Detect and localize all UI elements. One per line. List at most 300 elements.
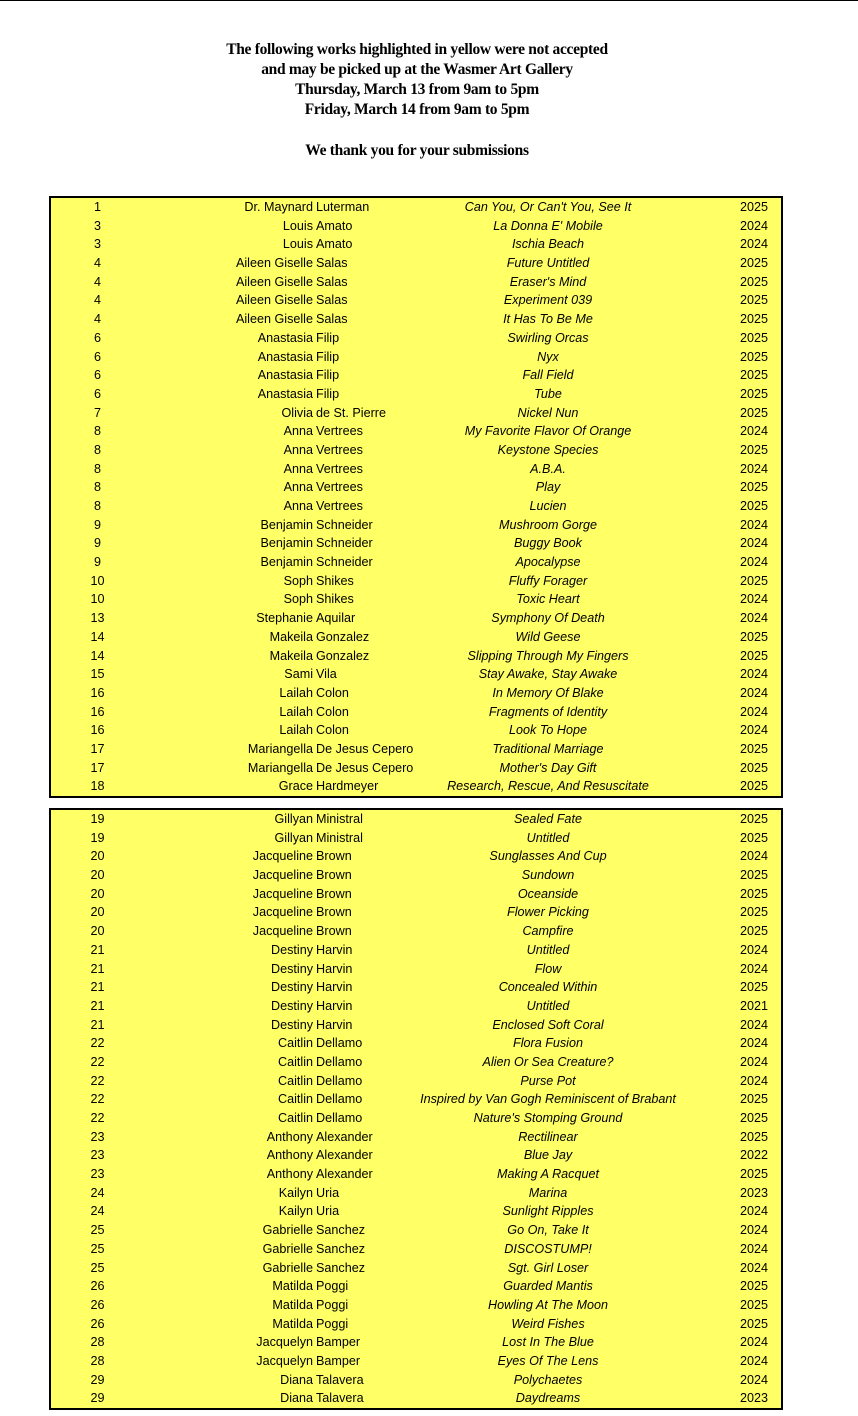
last-name: Poggi [316, 1316, 349, 1331]
table-row [51, 534, 781, 553]
artwork-year: 2024 [739, 1017, 769, 1032]
entry-number: 14 [90, 629, 105, 644]
artwork-title: Nickel Nun [517, 405, 579, 420]
last-name: Aquilar [316, 611, 356, 626]
first-name: Aileen Giselle [235, 256, 313, 271]
artwork-year: 2023 [739, 1185, 769, 1200]
first-name: Anastasia [257, 386, 313, 401]
first-name: Anastasia [257, 368, 313, 383]
artwork-title: DISCOSTUMP! [504, 1241, 592, 1256]
first-name: Anna [283, 499, 313, 513]
last-name: Dellamo [316, 1092, 363, 1107]
artwork-title: Slipping Through My Fingers [467, 648, 629, 663]
entry-number: 17 [90, 741, 105, 756]
table-row [51, 497, 781, 516]
table-row [51, 997, 781, 1016]
artwork-year: 2025 [739, 480, 769, 495]
artwork-year: 2024 [739, 1335, 769, 1350]
last-name: Vertrees [316, 480, 363, 495]
artwork-year: 2025 [739, 1111, 769, 1125]
first-name: Caitlin [278, 1073, 313, 1088]
artwork-title: Experiment 039 [503, 293, 593, 308]
artwork-year: 2025 [739, 1316, 769, 1331]
table-row [51, 1315, 781, 1334]
entry-number: 21 [90, 1017, 105, 1032]
artwork-title: Flora Fusion [513, 1036, 583, 1051]
entry-number: 6 [93, 349, 101, 364]
artwork-year: 2024 [739, 942, 769, 957]
table-row [51, 777, 781, 796]
artwork-year: 2022 [739, 1148, 769, 1163]
first-name: Anna [283, 480, 313, 495]
artwork-year: 2021 [739, 998, 769, 1013]
last-name: Sanchez [316, 1241, 366, 1256]
first-name: Mariangella [247, 741, 313, 756]
table-row [51, 647, 781, 666]
first-name: Anthony [266, 1129, 313, 1144]
artwork-year: 2025 [739, 648, 769, 663]
last-name: Colon [316, 723, 349, 738]
last-name: Shikes [316, 592, 354, 607]
artwork-title: Polychaetes [513, 1372, 583, 1387]
last-name: Harvin [316, 998, 353, 1013]
artwork-year: 2024 [739, 1223, 769, 1238]
entry-number: 22 [90, 1092, 105, 1107]
artwork-year: 2025 [739, 812, 769, 826]
last-name: Brown [316, 868, 352, 883]
table-row [51, 740, 781, 759]
artwork-year: 2025 [739, 256, 769, 271]
artwork-year: 2025 [739, 924, 769, 939]
last-name: Colon [316, 704, 349, 719]
first-name: Aileen Giselle [235, 293, 313, 308]
first-name: Aileen Giselle [235, 312, 313, 327]
artwork-title: Go On, Take It [507, 1223, 589, 1238]
first-name: Makeila [269, 629, 313, 644]
thanks-line: We thank you for your submissions [305, 142, 529, 159]
entry-number: 8 [93, 499, 101, 513]
last-name: Poggi [316, 1279, 349, 1294]
artwork-year: 2025 [739, 830, 769, 845]
last-name: Salas [316, 274, 348, 289]
first-name: Gabrielle [262, 1241, 313, 1256]
last-name: Vertrees [316, 499, 363, 513]
artwork-title: In Memory Of Blake [492, 685, 604, 700]
artwork-title: Enclosed Soft Coral [492, 1017, 604, 1032]
first-name: Benjamin [260, 555, 313, 570]
artwork-title: Untitled [526, 830, 570, 845]
top-rule [0, 0, 858, 1]
entry-number: 15 [90, 667, 105, 682]
artwork-title: Sealed Fate [514, 812, 582, 826]
entry-number: 21 [90, 980, 105, 995]
table-row [51, 404, 781, 423]
artwork-title: Sunlight Ripples [502, 1204, 594, 1219]
first-name: Anna [283, 461, 313, 476]
artwork-year: 2024 [739, 723, 769, 738]
last-name: Talavera [316, 1372, 364, 1387]
table-row [51, 1202, 781, 1221]
first-name: Gillyan [274, 830, 313, 845]
artwork-title: Fluffy Forager [508, 573, 588, 588]
table-row [51, 516, 781, 535]
last-name: Filip [316, 368, 340, 383]
entry-number: 10 [90, 592, 105, 607]
artwork-year: 2025 [739, 905, 769, 920]
artwork-year: 2025 [739, 349, 769, 364]
table-row [51, 1240, 781, 1259]
table-row [51, 922, 781, 941]
first-name: Jacqueline [252, 924, 313, 939]
artwork-title: Symphony Of Death [491, 611, 605, 626]
first-name: Destiny [271, 1017, 313, 1032]
last-name: Brown [316, 905, 352, 920]
first-name: Kailyn [278, 1185, 313, 1200]
entry-number: 4 [93, 293, 101, 308]
first-name: Lailah [279, 685, 313, 700]
artwork-year: 2025 [739, 1092, 769, 1107]
table-row [51, 1128, 781, 1147]
table-row [51, 478, 781, 497]
last-name: Alexander [316, 1129, 373, 1144]
works-table-2 [49, 808, 783, 1410]
artwork-year: 2024 [739, 1054, 769, 1069]
first-name: Soph [283, 592, 313, 607]
artwork-title: Lost In The Blue [502, 1335, 594, 1350]
artwork-title: Tube [534, 386, 562, 401]
table-row [51, 1053, 781, 1072]
first-name: Caitlin [278, 1092, 313, 1107]
table-row [51, 941, 781, 960]
first-name: Kailyn [278, 1204, 313, 1219]
table-row [51, 553, 781, 572]
first-name: Gillyan [274, 812, 313, 826]
entry-number: 6 [93, 386, 101, 401]
first-name: Dr. Maynard [244, 200, 313, 214]
last-name: Dellamo [316, 1111, 363, 1125]
table-row [51, 590, 781, 609]
table-row [51, 1016, 781, 1035]
first-name: Anastasia [257, 349, 313, 364]
last-name: Talavera [316, 1391, 364, 1406]
artwork-year: 2025 [739, 741, 769, 756]
table-row [51, 866, 781, 885]
entry-number: 9 [93, 517, 101, 532]
last-name: Sanchez [316, 1223, 366, 1238]
artwork-year: 2024 [739, 592, 769, 607]
last-name: Filip [316, 386, 340, 401]
artwork-year: 2025 [739, 499, 769, 513]
artwork-title: Mushroom Gorge [499, 517, 597, 532]
entry-number: 4 [93, 274, 101, 289]
artwork-year: 2025 [739, 760, 769, 775]
table-row [51, 703, 781, 722]
table-row [51, 1389, 781, 1408]
entry-number: 19 [90, 812, 105, 826]
last-name: Dellamo [316, 1073, 363, 1088]
entry-number: 25 [90, 1223, 105, 1238]
artwork-year: 2025 [739, 200, 769, 214]
last-name: Schneider [316, 555, 373, 570]
artwork-title: La Donna E' Mobile [493, 218, 603, 233]
artwork-year: 2024 [739, 517, 769, 532]
artwork-title: Inspired by Van Gogh Reminiscent of Brabant [420, 1092, 676, 1107]
last-name: Uria [316, 1204, 340, 1219]
entry-number: 20 [90, 924, 105, 939]
table-row [51, 1146, 781, 1165]
table-row [51, 628, 781, 647]
entry-number: 8 [93, 424, 101, 439]
first-name: Lailah [279, 723, 313, 738]
artwork-year: 2024 [739, 218, 769, 233]
artwork-year: 2024 [739, 1372, 769, 1387]
table-row [51, 829, 781, 848]
entry-number: 13 [90, 611, 105, 626]
first-name: Louis [282, 237, 313, 252]
first-name: Benjamin [260, 536, 313, 551]
entry-number: 23 [90, 1167, 105, 1182]
entry-number: 28 [90, 1353, 105, 1368]
last-name: Alexander [316, 1167, 373, 1182]
artwork-year: 2025 [739, 312, 769, 327]
artwork-year: 2025 [739, 1129, 769, 1144]
entry-number: 29 [90, 1372, 105, 1387]
artwork-title: Sgt. Girl Loser [507, 1260, 589, 1275]
artwork-title: Howling At The Moon [488, 1297, 608, 1312]
artwork-year: 2025 [739, 405, 769, 420]
artwork-year: 2024 [739, 849, 769, 864]
notice-line-2: and may be picked up at the Wasmer Art Gallery [261, 61, 573, 78]
first-name: Anthony [266, 1167, 313, 1182]
artwork-title: Campfire [522, 924, 574, 939]
artwork-title: Apocalypse [515, 555, 581, 570]
artwork-year: 2025 [739, 629, 769, 644]
table-row [51, 1333, 781, 1352]
first-name: Matilda [272, 1279, 313, 1294]
first-name: Diana [280, 1391, 313, 1406]
artwork-title: Future Untitled [506, 256, 590, 271]
artwork-year: 2025 [739, 386, 769, 401]
table-row [51, 1296, 781, 1315]
first-name: Destiny [271, 942, 313, 957]
entry-number: 4 [93, 312, 101, 327]
last-name: de St. Pierre [316, 405, 386, 420]
last-name: Vertrees [316, 424, 363, 439]
artwork-year: 2024 [739, 667, 769, 682]
artwork-title: Nature's Stomping Ground [473, 1111, 623, 1125]
artwork-year: 2024 [739, 536, 769, 551]
table-row [51, 235, 781, 254]
artwork-title: Research, Rescue, And Resuscitate [447, 779, 649, 794]
artwork-year: 2024 [739, 685, 769, 700]
entry-number: 1 [93, 200, 101, 214]
table-row [51, 385, 781, 404]
last-name: Ministral [316, 812, 363, 826]
artwork-title: Making A Racquet [497, 1167, 599, 1182]
table-row [51, 847, 781, 866]
artwork-title: Marina [528, 1185, 568, 1200]
artwork-title: Keystone Species [497, 442, 599, 457]
first-name: Destiny [271, 961, 313, 976]
entry-number: 8 [93, 461, 101, 476]
last-name: Brown [316, 924, 352, 939]
artwork-year: 2023 [739, 1391, 769, 1406]
artwork-title: Mother's Day Gift [499, 760, 597, 775]
entry-number: 3 [93, 218, 101, 233]
artwork-year: 2025 [739, 779, 769, 794]
entry-number: 22 [90, 1036, 105, 1051]
artwork-title: Daydreams [515, 1391, 581, 1406]
entry-number: 16 [90, 685, 105, 700]
table-row [51, 310, 781, 329]
first-name: Benjamin [260, 517, 313, 532]
table-row [51, 291, 781, 310]
entry-number: 10 [90, 573, 105, 588]
table-row [51, 460, 781, 479]
artwork-title: Guarded Mantis [503, 1279, 593, 1294]
last-name: Salas [316, 312, 348, 327]
table-row [51, 1184, 781, 1203]
entry-number: 9 [93, 555, 101, 570]
artwork-title: Wild Geese [515, 629, 581, 644]
first-name: Anna [283, 424, 313, 439]
entry-number: 14 [90, 648, 105, 663]
entry-number: 20 [90, 886, 105, 901]
entry-number: 24 [90, 1204, 105, 1219]
artwork-title: My Favorite Flavor Of Orange [464, 424, 632, 439]
first-name: Aileen Giselle [235, 274, 313, 289]
first-name: Jacqueline [252, 849, 313, 864]
last-name: Harvin [316, 942, 353, 957]
last-name: Gonzalez [316, 629, 370, 644]
entry-number: 3 [93, 237, 101, 252]
first-name: Lailah [279, 704, 313, 719]
entry-number: 16 [90, 704, 105, 719]
last-name: Poggi [316, 1297, 349, 1312]
entry-number: 21 [90, 942, 105, 957]
artwork-year: 2024 [739, 1353, 769, 1368]
entry-number: 6 [93, 368, 101, 383]
table-row [51, 366, 781, 385]
artwork-title: Buggy Book [514, 536, 582, 551]
last-name: Vertrees [316, 461, 363, 476]
artwork-title: Fall Field [522, 368, 574, 383]
entry-number: 16 [90, 723, 105, 738]
entry-number: 21 [90, 961, 105, 976]
works-table-1 [49, 196, 783, 798]
entry-number: 23 [90, 1129, 105, 1144]
table-row [51, 721, 781, 740]
artwork-title: Ischia Beach [511, 237, 585, 252]
artwork-year: 2024 [739, 1241, 769, 1256]
entry-number: 25 [90, 1241, 105, 1256]
entry-number: 26 [90, 1279, 105, 1294]
last-name: Hardmeyer [316, 779, 379, 794]
table-row [51, 1090, 781, 1109]
table-row [51, 885, 781, 904]
artwork-title: Oceanside [517, 886, 579, 901]
table-row [51, 572, 781, 591]
artwork-year: 2025 [739, 442, 769, 457]
artwork-title: Sunglasses And Cup [489, 849, 607, 864]
artwork-title: Concealed Within [498, 980, 598, 995]
first-name: Makeila [269, 648, 313, 663]
entry-number: 29 [90, 1391, 105, 1406]
last-name: Shikes [316, 573, 354, 588]
last-name: Filip [316, 330, 340, 345]
artwork-title: Swirling Orcas [507, 330, 589, 345]
first-name: Grace [278, 779, 313, 794]
artwork-year: 2024 [739, 424, 769, 439]
artwork-title: Eyes Of The Lens [497, 1353, 599, 1368]
artwork-title: Play [535, 480, 561, 495]
entry-number: 8 [93, 442, 101, 457]
first-name: Destiny [271, 980, 313, 995]
table-row [51, 960, 781, 979]
first-name: Jacqueline [252, 886, 313, 901]
artwork-title: Toxic Heart [516, 592, 580, 607]
first-name: Jacqueline [252, 905, 313, 920]
artwork-title: Rectilinear [518, 1129, 578, 1144]
first-name: Mariangella [247, 760, 313, 775]
last-name: Filip [316, 349, 340, 364]
artwork-year: 2025 [739, 274, 769, 289]
last-name: Brown [316, 886, 352, 901]
first-name: Destiny [271, 998, 313, 1013]
last-name: Bamper [316, 1353, 361, 1368]
first-name: Matilda [272, 1316, 313, 1331]
artwork-title: Traditional Marriage [492, 741, 604, 756]
first-name: Anna [283, 442, 313, 457]
artwork-year: 2024 [739, 461, 769, 476]
table-row [51, 198, 781, 217]
artwork-title: Purse Pot [520, 1073, 576, 1088]
table-row [51, 1109, 781, 1128]
last-name: Ministral [316, 830, 363, 845]
table-row [51, 1034, 781, 1053]
entry-number: 4 [93, 256, 101, 271]
entry-number: 26 [90, 1316, 105, 1331]
artwork-year: 2025 [739, 573, 769, 588]
artwork-title: Alien Or Sea Creature? [482, 1054, 614, 1069]
last-name: Dellamo [316, 1054, 363, 1069]
last-name: Alexander [316, 1148, 373, 1163]
first-name: Olivia [281, 405, 313, 420]
artwork-year: 2025 [739, 293, 769, 308]
first-name: Anastasia [257, 330, 313, 345]
artwork-year: 2024 [739, 704, 769, 719]
first-name: Caitlin [278, 1036, 313, 1051]
first-name: Matilda [272, 1297, 313, 1312]
last-name: Luterman [316, 200, 370, 214]
artwork-year: 2024 [739, 1204, 769, 1219]
artwork-title: Fragments of Identity [488, 704, 608, 719]
artwork-title: Stay Awake, Stay Awake [478, 667, 618, 682]
artwork-year: 2024 [739, 1036, 769, 1051]
artwork-title: Eraser's Mind [509, 274, 587, 289]
artwork-year: 2024 [739, 611, 769, 626]
entry-number: 20 [90, 905, 105, 920]
last-name: Gonzalez [316, 648, 370, 663]
table-row [51, 1072, 781, 1091]
table-row [51, 1165, 781, 1184]
last-name: Salas [316, 293, 348, 308]
last-name: De Jesus Cepero [316, 760, 414, 775]
first-name: Gabrielle [262, 1260, 313, 1275]
first-name: Stephanie [256, 611, 313, 626]
table-row [51, 273, 781, 292]
entry-number: 24 [90, 1185, 105, 1200]
